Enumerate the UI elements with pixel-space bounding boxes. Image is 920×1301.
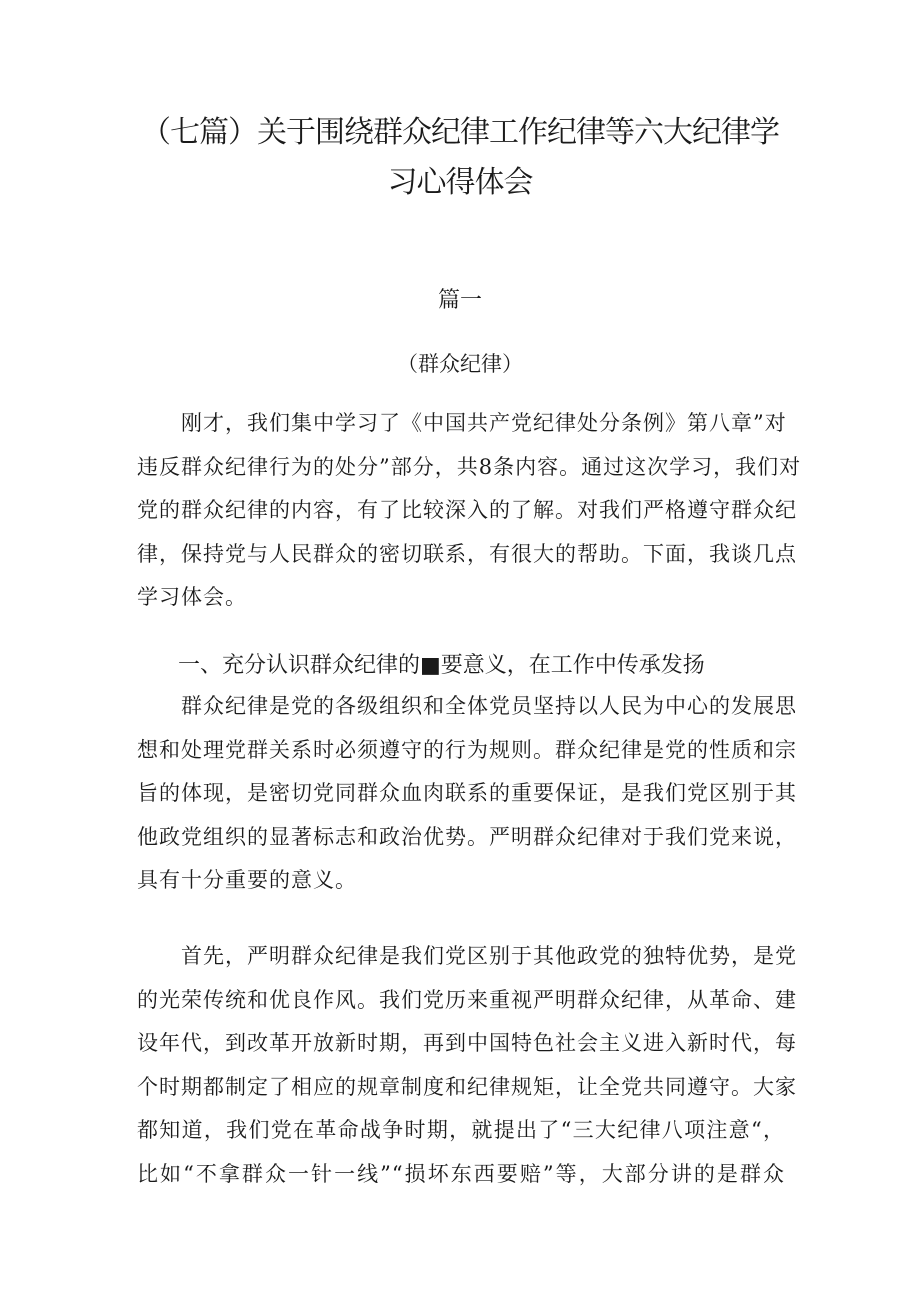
- document-title: [120, 108, 800, 208]
- paragraph-line: 党的群众纪律的内容，有了比较深入的了解。对我们严格遵守群众纪: [137, 498, 797, 522]
- paragraph-line: 的光荣传统和优良作风。我们党历来重视严明群众纪律，从革命、建: [137, 987, 797, 1012]
- section-subtitle: （群众纪律）: [397, 352, 523, 376]
- paragraph-line: 比如“不拿群众一针一线”“损坏东西要赔”等，大部分讲的是群众: [137, 1161, 785, 1186]
- paragraph-line: 想和处理党群关系时必须遵守的行为规则。群众纪律是党的性质和宗: [137, 737, 797, 762]
- paragraph-discipline-definition: [137, 685, 797, 903]
- paragraph-intro: [137, 402, 802, 620]
- paragraph-line: 个时期都制定了相应的规章制度和纪律规矩，让全党共同遵守。大家: [137, 1074, 797, 1099]
- paragraph-first-point: [137, 935, 797, 1196]
- paragraph-line: 他政党组织的显著标志和政治优势。严明群众纪律对于我们党来说，: [137, 824, 797, 849]
- paragraph-line: 设年代，到改革开放新时期，再到中国特色社会主义进入新时代，每: [137, 1031, 797, 1055]
- section-heading-1: 一、充分认识群众纪律的■要意义，在工作中传承发扬: [178, 653, 705, 678]
- paragraph-line: 都知道，我们党在革命战争时期，就提出了“三大纪律八项注意“，: [137, 1118, 785, 1142]
- paragraph-line: 刚才，我们集中学习了《中国共产党纪律处分条例》第八章”对: [181, 411, 787, 435]
- paragraph-line: 具有十分重要的意义。: [137, 868, 357, 892]
- paragraph-line: 群众纪律是党的各级组织和全体党员坚持以人民为中心的发展思: [181, 694, 797, 718]
- paragraph-line: 违反群众纪律行为的处分”部分，共8条内容。通过这次学习，我们对: [137, 454, 802, 479]
- title-line-1: （七篇）关于围绕群众纪律工作纪律等六大纪律学: [141, 115, 779, 150]
- paragraph-line: 学习体会。: [137, 585, 247, 609]
- paragraph-line: 律，保持党与人民群众的密切联系，有很大的帮助。下面，我谈几点: [137, 541, 797, 566]
- title-line-2: 习心得体会: [387, 165, 533, 200]
- paragraph-line: 首先，严明群众纪律是我们党区别于其他政党的独特优势，是党: [181, 944, 797, 968]
- section-number: 篇一: [437, 288, 482, 313]
- paragraph-line: 旨的体现，是密切党同群众血肉联系的重要保证，是我们党区别于其: [137, 781, 797, 805]
